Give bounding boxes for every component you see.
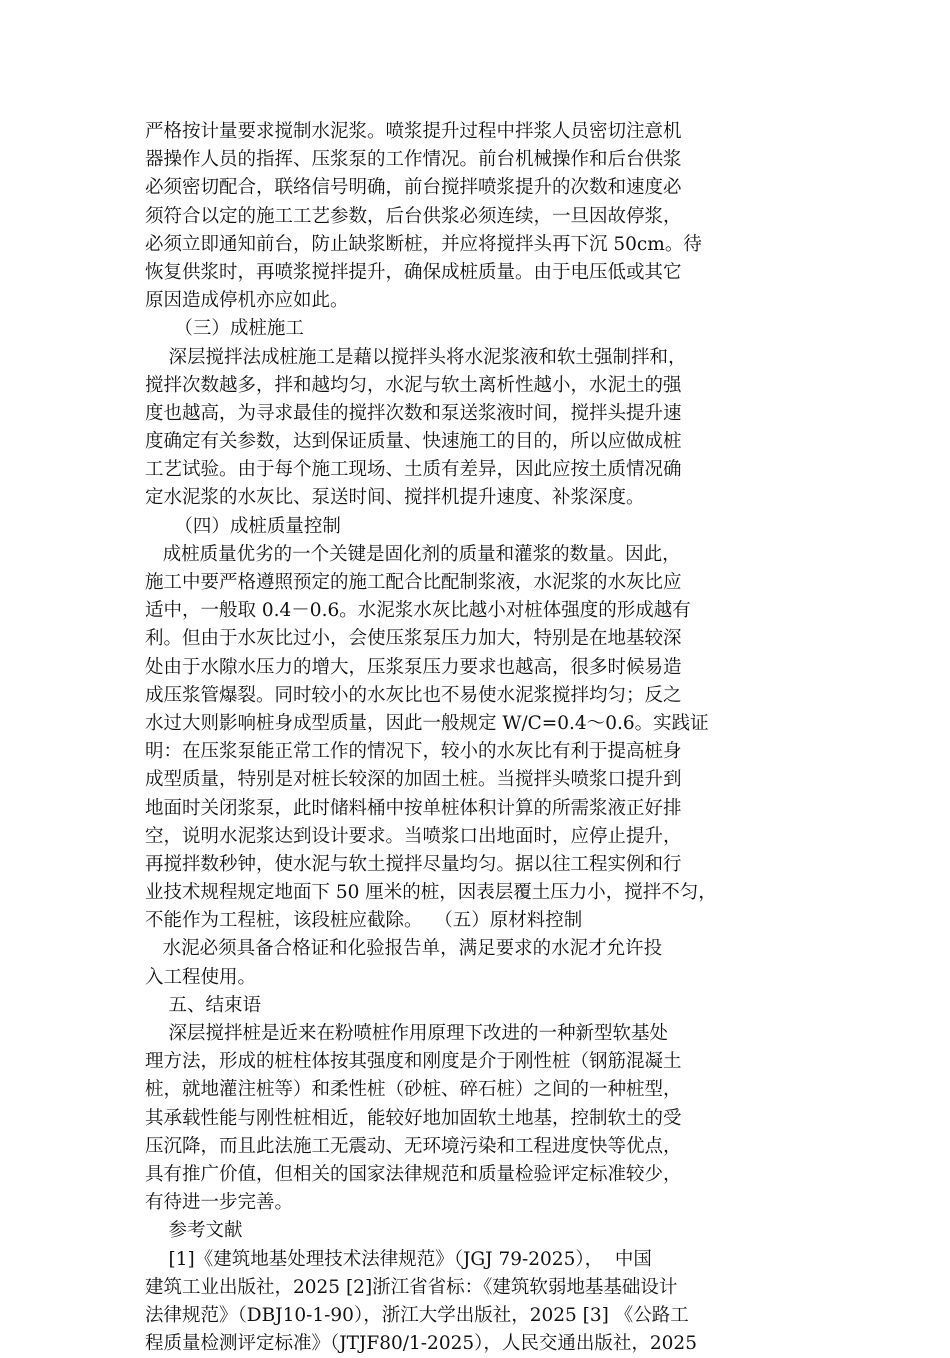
section-heading-conclusion: 五、结束语	[145, 994, 262, 1016]
reference-line: 建筑工业出版社，2025 [2]浙江省省标：《建筑软弱地基基础设计	[145, 1276, 678, 1298]
reference-line: 程质量检测评定标准》（JTJF80/1-2025），人民交通出版社，2025	[145, 1333, 697, 1355]
text-line: 入工程使用。	[145, 966, 257, 988]
text-line: 深层搅拌桩是近来在粉喷桩作用原理下改进的一种新型软基处	[145, 1023, 669, 1044]
text-line: 搅拌次数越多，拌和越均匀，水泥与软土离析性越小，水泥土的强	[145, 374, 682, 396]
text-line: 水过大则影响桩身成型质量，因此一般规定 W/C=0.4～0.6。实践证	[145, 712, 709, 734]
text-line: 深层搅拌法成桩施工是藉以搅拌头将水泥浆液和软土强制拌和，	[145, 346, 687, 368]
reference-line: 法律规范》（DBJ10-1-90），浙江大学出版社，2025 [3] 《公路工	[145, 1304, 689, 1326]
document-body	[145, 118, 810, 1358]
text-line: 严格按计量要求搅制水泥浆。喷浆提升过程中拌浆人员密切注意机	[145, 121, 682, 142]
text-line: 度也越高，为寻求最佳的搅拌次数和泵送浆液时间，搅拌头提升速	[145, 402, 682, 424]
text-line: 度确定有关参数，达到保证质量、快速施工的目的，所以应做成桩	[145, 431, 682, 453]
text-line: 其承载性能与刚性桩相近，能较好地加固软土地基，控制软土的受	[145, 1107, 682, 1129]
reference-line: [1]《建筑地基处理技术法律规范》（JGJ 79-2025）， 中国	[145, 1248, 652, 1270]
text-line: 必须立即通知前台，防止缺浆断桩，并应将搅拌头再下沉 50cm。待	[145, 233, 702, 255]
text-line: 成压浆管爆裂。同时较小的水灰比也不易使水泥浆搅拌均匀；反之	[145, 684, 682, 706]
text-line: 施工中要严格遵照预定的施工配合比配制浆液，水泥浆的水灰比应	[145, 572, 682, 593]
text-line: 利。但由于水灰比过小，会使压浆泵压力加大，特别是在地基较深	[145, 628, 682, 650]
text-line: 理方法，形成的桩柱体按其强度和刚度是介于刚性桩（钢筋混凝土	[145, 1051, 682, 1073]
text-line: 地面时关闭浆泵，此时储料桶中按单桩体积计算的所需浆液正好排	[145, 797, 682, 819]
text-line: 定水泥浆的水灰比、泵送时间、搅拌机提升速度、补浆深度。	[145, 487, 645, 509]
text-line: 空，说明水泥浆达到设计要求。当喷浆口出地面时，应停止提升，	[145, 825, 682, 847]
text-line: 处由于水隙水压力的增大，压浆泵压力要求也越高，很多时候易造	[145, 656, 682, 678]
references-heading: 参考文献	[145, 1220, 243, 1242]
text-line: 业技术规程规定地面下 50 厘米的桩，因表层覆土压力小，搅拌不匀，	[145, 882, 717, 904]
text-line: 适中，一般取 0.4－0.6。水泥浆水灰比越小对桩体强度的形成越有	[145, 600, 691, 622]
section-heading-3: （三）成桩施工	[145, 318, 304, 340]
text-line: 再搅拌数秒钟，使水泥与软土搅拌尽量均匀。据以往工程实例和行	[145, 853, 682, 875]
text-line: 水泥必须具备合格证和化验报告单，满足要求的水泥才允许投	[145, 938, 663, 960]
text-line: 成型质量，特别是对桩长较深的加固土桩。当搅拌头喷浆口提升到	[145, 769, 682, 791]
text-line: 原因造成停机亦应如此。	[145, 290, 349, 312]
text-line: 成桩质量优劣的一个关键是固化剂的质量和灌浆的数量。因此，	[145, 543, 681, 565]
text-line: 器操作人员的指挥、压浆泵的工作情况。前台机械操作和后台供浆	[145, 149, 682, 171]
text-line: 不能作为工程桩，该段桩应截除。 （五）原材料控制	[145, 910, 583, 932]
text-line: 必须密切配合，联络信号明确，前台搅拌喷浆提升的次数和速度必	[145, 177, 682, 199]
text-line: 桩，就地灌注桩等）和柔性桩（砂桩、碎石桩）之间的一种桩型，	[145, 1079, 682, 1101]
text-line: 有待进一步完善。	[145, 1192, 294, 1214]
text-line: 恢复供浆时，再喷浆搅拌提升，确保成桩质量。由于电压低或其它	[145, 261, 682, 283]
text-line: 明：在压浆泵能正常工作的情况下，较小的水灰比有利于提高桩身	[145, 741, 682, 763]
section-heading-4: （四）成桩质量控制	[145, 515, 341, 537]
text-line: 具有推广价值，但相关的国家法律规范和质量检验评定标准较少，	[145, 1163, 682, 1185]
text-line: 压沉降，而且此法施工无震动、无环境污染和工程进度快等优点，	[145, 1135, 682, 1157]
text-line: 工艺试验。由于每个施工现场、土质有差异，因此应按土质情况确	[145, 459, 682, 481]
text-line: 须符合以定的施工工艺参数，后台供浆必须连续，一旦因故停浆，	[145, 205, 682, 227]
